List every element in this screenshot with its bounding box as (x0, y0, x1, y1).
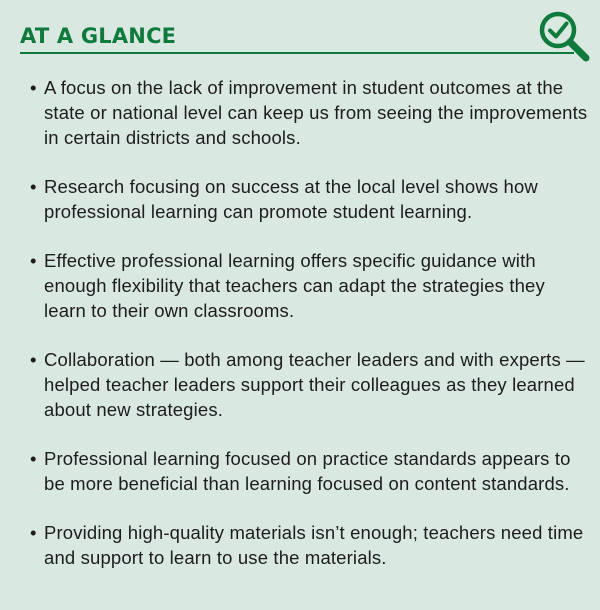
list-item (30, 347, 590, 422)
title-underline-divider (20, 52, 574, 54)
list-item (30, 446, 590, 496)
list-item-text: Collaboration — both among teacher leaders and with experts — helped teacher leaders support their colleagues as they learned about new strategies. (44, 349, 585, 420)
list-item-text: Providing high-quality materials isn’t enough; teachers need time and support to learn to use the materials. (44, 522, 584, 568)
list-item (30, 174, 590, 224)
key-points-list (30, 75, 590, 594)
bullet-marker: • (30, 250, 37, 271)
bullet-marker: • (30, 349, 37, 370)
list-item (30, 248, 590, 323)
bullet-marker: • (30, 77, 37, 98)
magnifier-check-icon (534, 6, 594, 66)
list-item (30, 520, 590, 570)
list-item-text: Effective professional learning offers specific guidance with enough flexibility that teachers can adapt the strategies they learn to their own classrooms. (44, 250, 545, 321)
bullet-marker: • (30, 176, 37, 197)
at-a-glance-header (0, 0, 600, 70)
section-title: AT A GLANCE (20, 24, 177, 48)
list-item (30, 75, 590, 150)
bullet-marker: • (30, 522, 37, 543)
list-item-text: A focus on the lack of improvement in student outcomes at the state or national level can keep us from seeing the improvements in certain districts and schools. (44, 77, 588, 148)
list-item-text: Research focusing on success at the local level shows how professional learning can promote student learning. (44, 176, 538, 222)
list-item-text: Professional learning focused on practice standards appears to be more beneficial than learning focused on content standards. (44, 448, 571, 494)
bullet-marker: • (30, 448, 37, 469)
